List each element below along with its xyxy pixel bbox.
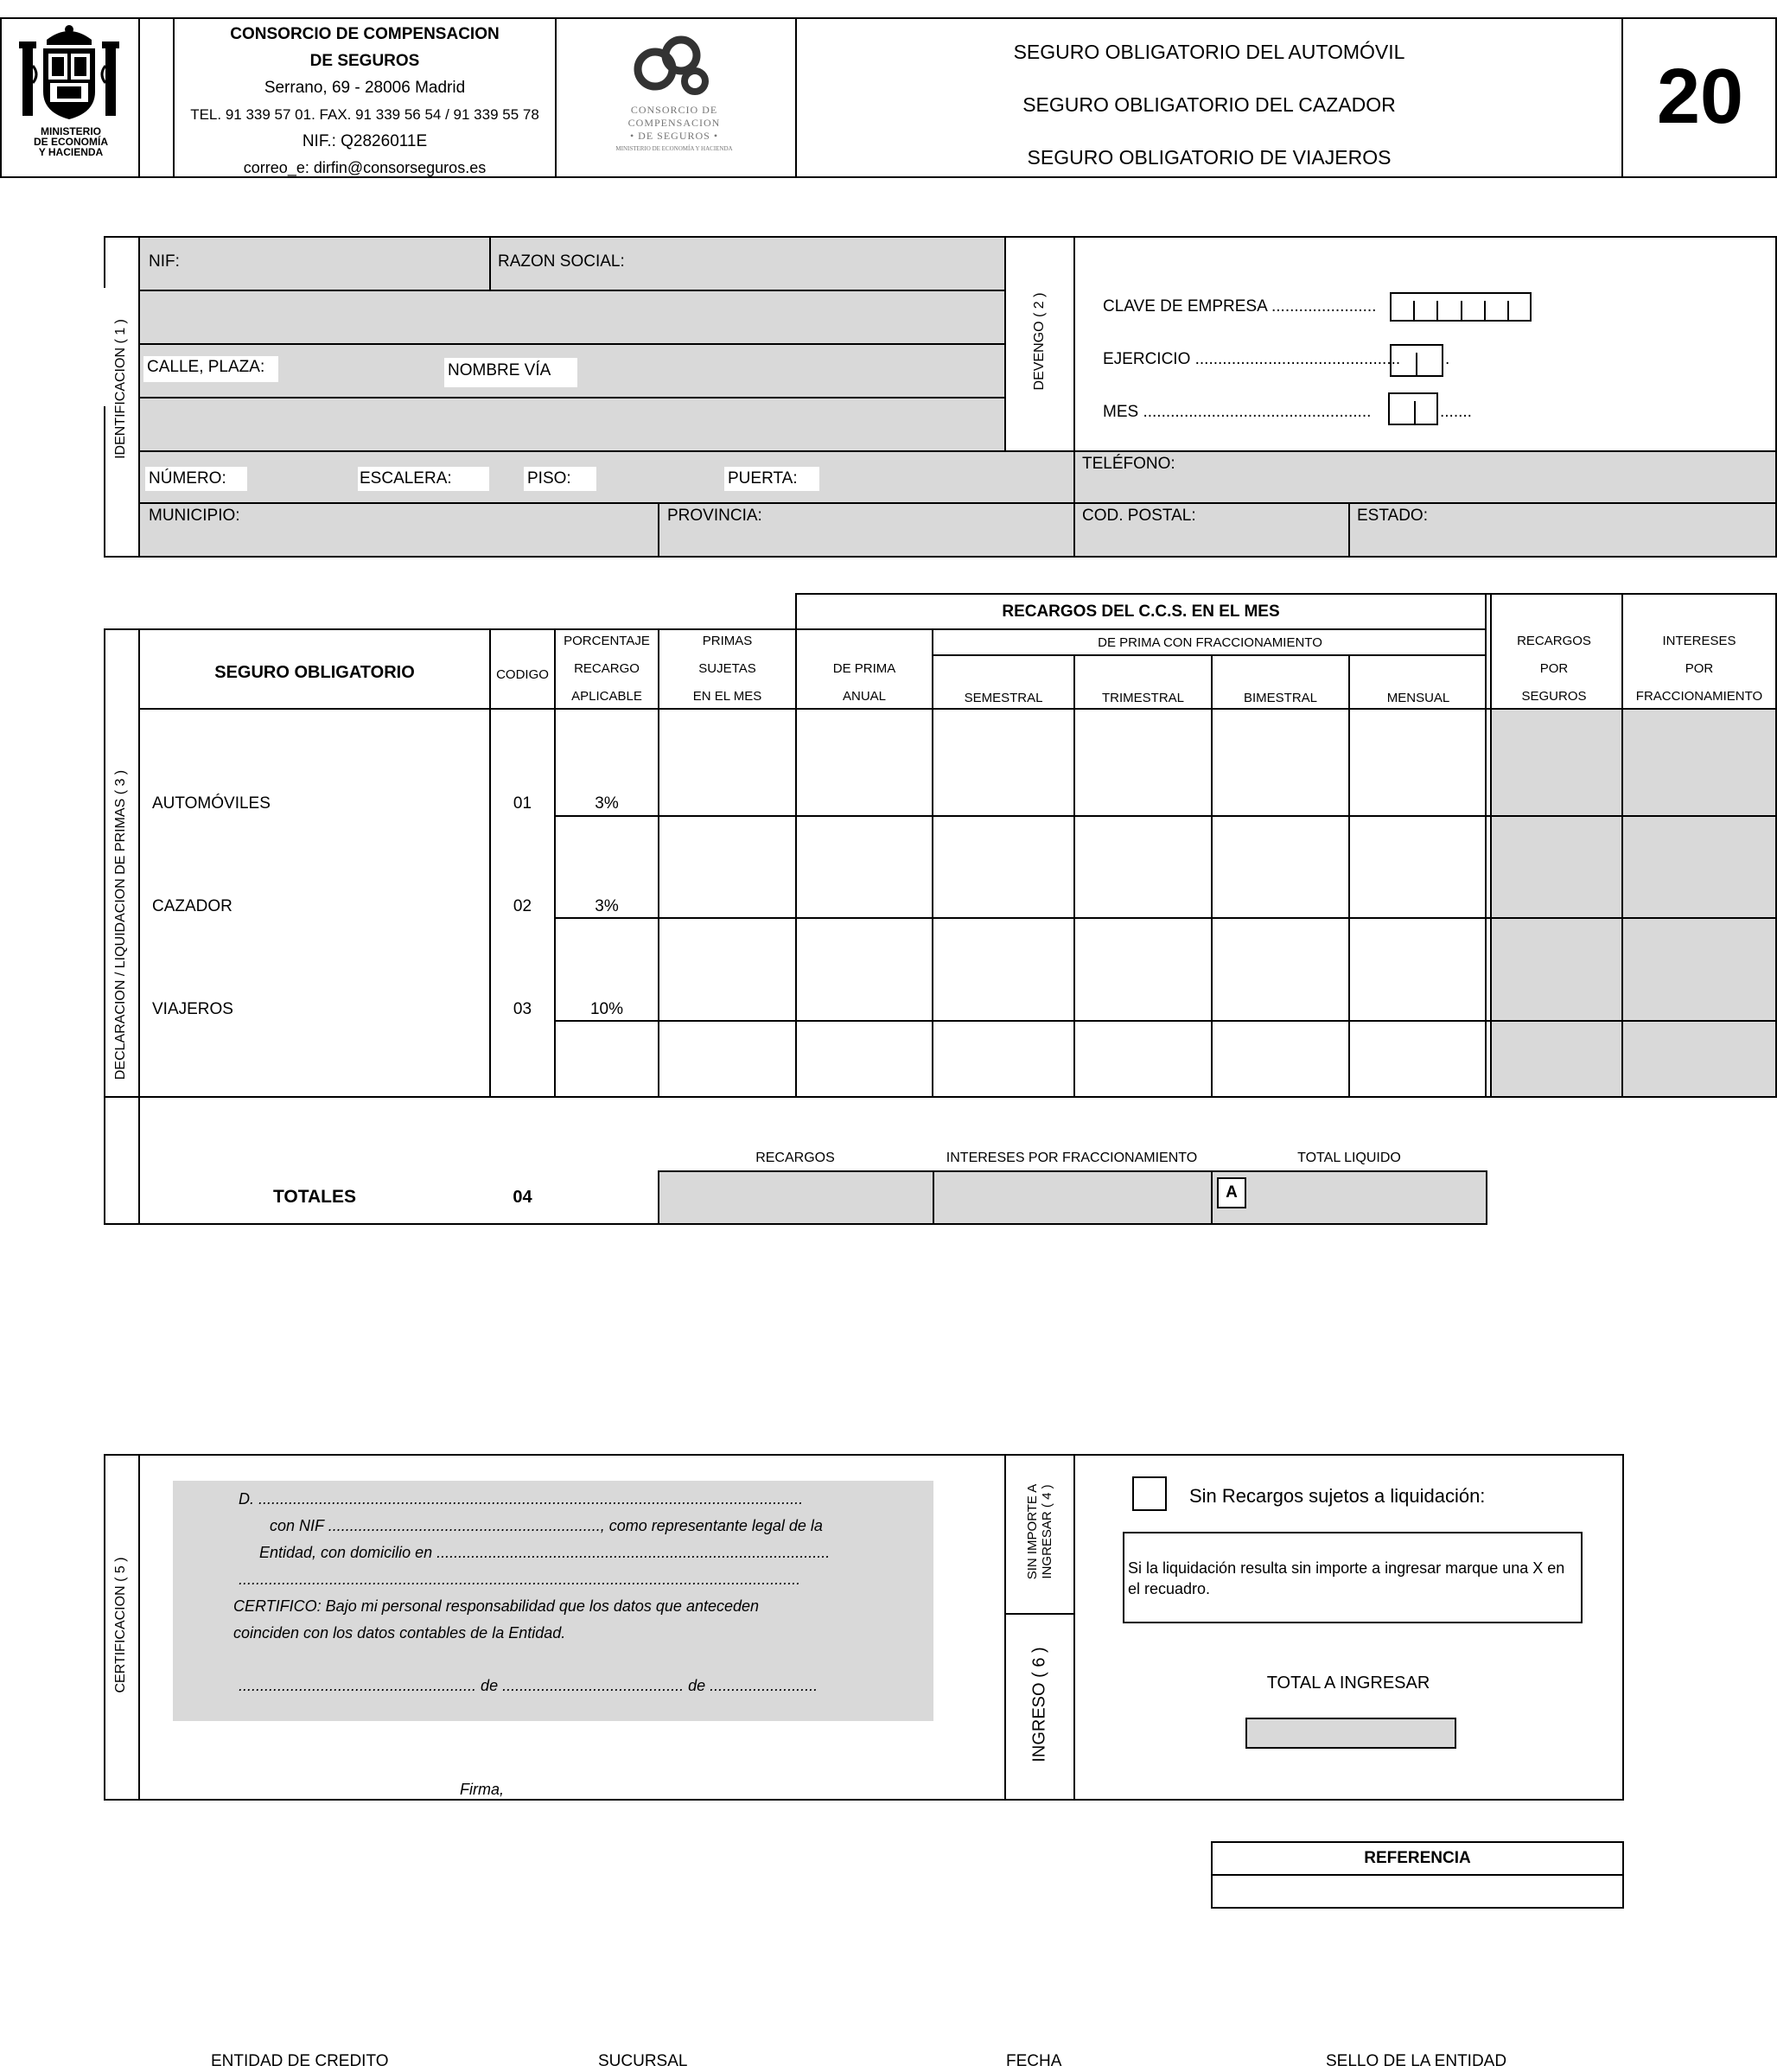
sucursal-label: SUCURSAL [598,2052,688,2070]
org-phone: TEL. 91 339 57 01. FAX. 91 339 56 54 / 91 339 55 78 [190,106,539,123]
certificacion-text: D. .............................................................................................................................. con NIF ..............................................................., como representante legal de la Entidad, con domicilio en ........................................................................................... .................................................................................................................................. CERTIFICO: Bajo mi personal responsabilidad que los datos que anteceden coinciden con los datos contables de la Entidad. ....................................................... de .......................................... de ......................... [233,1490,831,1694]
org-nif: NIF.: Q2826011E [302,132,428,150]
row-viajeros-pct: 10% [589,1000,624,1018]
entidad-credito-label: ENTIDAD DE CREDITO [211,2052,389,2070]
cod-postal-label: COD. POSTAL: [1082,507,1196,525]
totales-label: TOTALES [272,1187,357,1207]
totales-code: 04 [513,1188,532,1207]
ejercicio-label: EJERCICIO ............................................. [1103,350,1401,368]
totales-recargos-label: RECARGOS [755,1151,835,1165]
mes-label: MES .................................................. [1103,403,1372,421]
estado-label: ESTADO: [1357,507,1428,525]
devengo-label: DEVENGO ( 2 ) [1032,292,1047,391]
row-viajeros-name: VIAJEROS [152,1000,233,1018]
calle-plaza-label: CALLE, PLAZA: [147,358,265,376]
sin-importe-label: SIN IMPORTE A INGRESAR ( 4 ) [1025,1483,1054,1580]
fecha-label: FECHA [1006,2052,1062,2070]
row-automoviles-pct: 3% [595,794,619,813]
puerta-label: PUERTA: [728,469,798,488]
telefono-label: TELÉFONO: [1082,455,1175,473]
fraccionamiento-header: DE PRIMA CON FRACCIONAMIENTO [1098,634,1322,650]
total-liquido-field[interactable] [1211,1170,1487,1225]
col-seguro-header: SEGURO OBLIGATORIO [214,662,415,682]
recargos-ccs-header: RECARGOS DEL C.C.S. EN EL MES [795,593,1487,630]
col-porcentaje-header: PORCENTAJE RECARGO APLICABLE [564,634,650,704]
col-trimestral-header: TRIMESTRAL [1101,690,1184,705]
sin-importe-note: Si la liquidación resulta sin importe a ingresar marque una X en el recuadro. [1123,1532,1583,1623]
col-semestral-header: SEMESTRAL [964,690,1043,705]
col-mensual-header: MENSUAL [1386,690,1450,705]
sin-recargos-checkbox[interactable] [1132,1476,1167,1511]
totales-liquido-label: TOTAL LIQUIDO [1297,1151,1401,1165]
ingreso-label: INGRESO ( 6 ) [1029,1647,1049,1763]
col-bimestral-header: BIMESTRAL [1243,690,1318,705]
escalera-label: ESCALERA: [360,469,452,488]
row-automoviles-code: 01 [513,794,532,813]
org-name-2: DE SEGUROS [309,52,420,70]
coat-of-arms-icon [16,22,123,124]
sin-recargos-label: Sin Recargos sujetos a liquidación: [1189,1485,1486,1507]
identificacion-label: IDENTIFICACION ( 1 ) [113,319,128,459]
clave-empresa-label: CLAVE DE EMPRESA ....................... [1103,297,1377,316]
total-a-ingresar-field[interactable] [1245,1718,1456,1749]
box-a: A [1217,1177,1246,1208]
org-name: CONSORCIO DE COMPENSACION [230,25,500,43]
row-cazador-code: 02 [513,897,532,915]
sello-entidad-label: SELLO DE LA ENTIDAD [1326,2052,1507,2070]
clave-empresa-field[interactable] [1390,292,1532,322]
ejercicio-field[interactable] [1390,344,1443,377]
nombre-via-label: NOMBRE VÍA [448,361,551,379]
title-automovil: SEGURO OBLIGATORIO DEL AUTOMÓVIL [1013,41,1405,63]
row-automoviles-name: AUTOMÓVILES [152,794,271,813]
org-address: Serrano, 69 - 28006 Madrid [264,79,466,97]
org-email: correo_e: dirfin@consorseguros.es [243,159,487,176]
mes-field[interactable] [1388,392,1438,425]
ministry-name: MINISTERIO DE ECONOMÍA Y HACIENDA [33,125,108,158]
totales-intereses-field[interactable] [933,1170,1213,1225]
certificacion-label: CERTIFICACION ( 5 ) [113,1557,128,1693]
col-anual-header: DE PRIMA ANUAL [832,661,896,704]
referencia-field[interactable] [1213,1876,1622,1907]
title-cazador: SEGURO OBLIGATORIO DEL CAZADOR [1022,93,1396,116]
consorcio-logo-icon [631,31,717,97]
title-viajeros: SEGURO OBLIGATORIO DE VIAJEROS [1027,146,1392,169]
razon-social-label: RAZON SOCIAL: [498,252,625,271]
total-a-ingresar-label: TOTAL A INGRESAR [1266,1674,1430,1693]
consorcio-logo-text: CONSORCIO DE COMPENSACION • DE SEGUROS • MINISTERIO DE ECONOMÍA Y HACIENDA [615,104,733,152]
form-number: 20 [1656,54,1744,140]
firma-label: Firma, [460,1781,504,1798]
col-codigo-header: CODIGO [496,666,549,682]
declaracion-label: DECLARACION / LIQUIDACION DE PRIMAS ( 3 ) [113,769,128,1081]
nif-label: NIF: [149,252,180,271]
piso-label: PISO: [527,469,571,488]
col-recargos-seguros-header: RECARGOS POR SEGUROS [1517,634,1591,704]
col-primas-header: PRIMAS SUJETAS EN EL MES [692,634,762,704]
form-titles [797,26,1621,184]
totales-recargos-field[interactable] [658,1170,934,1225]
provincia-label: PROVINCIA: [667,507,762,525]
row-cazador-name: CAZADOR [152,897,232,915]
row-cazador-pct: 3% [595,897,619,915]
org-contact [175,21,555,182]
col-intereses-header: INTERESES POR FRACCIONAMIENTO [1635,634,1763,704]
row-viajeros-code: 03 [513,1000,532,1018]
referencia-label: REFERENCIA [1364,1849,1471,1867]
totales-intereses-label: INTERESES POR FRACCIONAMIENTO [946,1151,1198,1165]
municipio-label: MUNICIPIO: [149,507,240,525]
numero-label: NÚMERO: [149,469,226,488]
